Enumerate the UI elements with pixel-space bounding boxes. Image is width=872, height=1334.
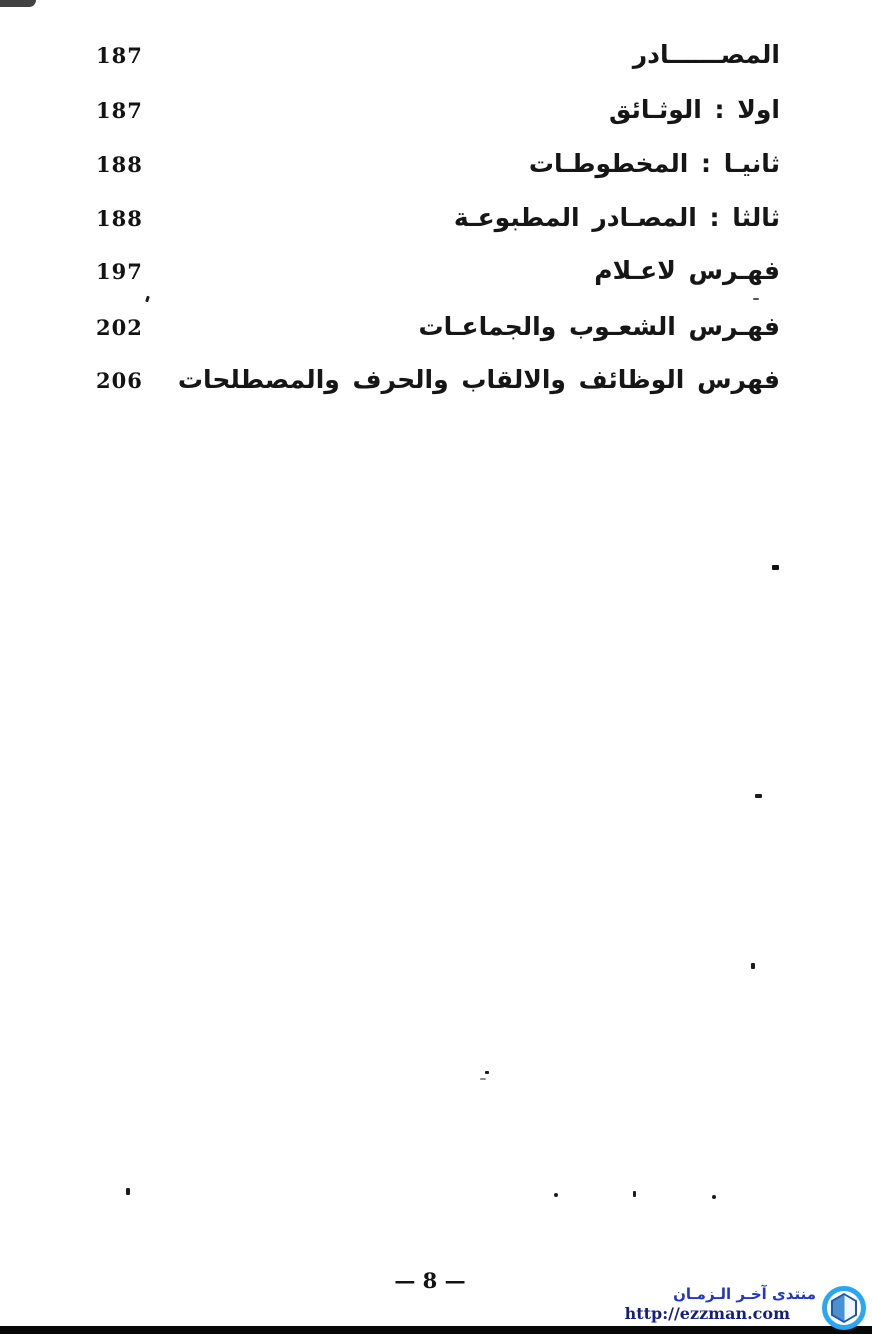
page-folio: — 8 —: [394, 1268, 466, 1293]
hexagon-circle-logo-icon: [822, 1286, 866, 1330]
toc-row: [96, 256, 780, 285]
toc-row: [96, 149, 780, 178]
scan-speck: [755, 794, 762, 798]
toc-entry-title: ثالثا : المصـادر المطبوعـة: [453, 203, 780, 232]
toc-row: [96, 40, 780, 69]
hexagon-icon: [831, 1293, 857, 1323]
watermark-site-name: منتدى آخـر الـزمـان: [673, 1285, 816, 1303]
toc-page-number: 188: [96, 206, 143, 231]
scan-speck: [633, 1191, 636, 1197]
toc-page-number: 206: [96, 368, 143, 393]
scan-edge-bar: [0, 1326, 872, 1334]
scan-speck: [753, 298, 759, 300]
toc-entry-title: فهرس الوظائف والالقاب والحرف والمصطلحات: [177, 365, 780, 394]
scan-smudge: [0, 0, 36, 7]
toc-row: [96, 203, 780, 232]
toc-page-number: 187: [96, 43, 143, 68]
toc-row: [96, 312, 780, 341]
scan-speck: [712, 1195, 716, 1199]
toc-entry-title: فهـرس الشعـوب والجماعـات: [418, 312, 780, 341]
toc-page-number: 187: [96, 98, 143, 123]
toc-entry-title: ثانيـا : المخطوطـات: [528, 149, 780, 178]
watermark-url: http://ezzman.com: [624, 1304, 790, 1323]
scan-speck: [772, 565, 779, 570]
toc-entry-title: المصــــــادر: [632, 40, 780, 69]
scan-speck: [126, 1188, 130, 1195]
scan-speck: [751, 963, 755, 969]
toc-entry-title: فهـرس لاعـلام: [594, 256, 780, 285]
toc-page-number: 197: [96, 259, 143, 284]
toc-row: [96, 95, 780, 124]
scan-speck: [145, 296, 150, 303]
scan-speck: [554, 1193, 558, 1197]
toc-page-number: 188: [96, 152, 143, 177]
scan-speck: [485, 1071, 489, 1074]
scan-speck: [480, 1078, 486, 1080]
toc-row: [96, 365, 780, 394]
toc-page-number: 202: [96, 315, 143, 340]
toc-entry-title: اولا : الوثـائق: [608, 95, 780, 124]
